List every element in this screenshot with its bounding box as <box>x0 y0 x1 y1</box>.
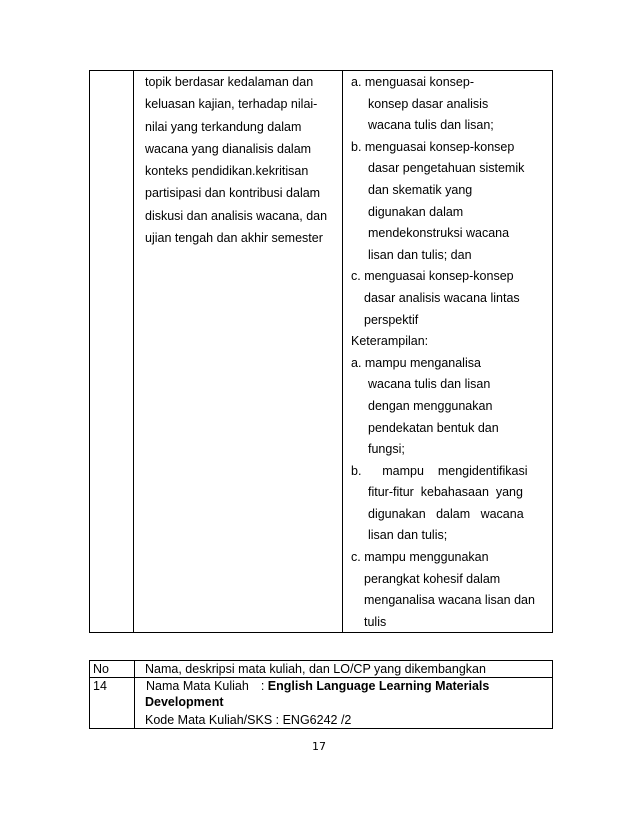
text-line: digunakan dalam <box>368 204 464 219</box>
text-line: a. mampu menganalisa <box>351 355 481 370</box>
course-code: Kode Mata Kuliah/SKS : ENG6242 /2 <box>145 713 352 727</box>
text-line: keluasan kajian, terhadap nilai- <box>145 97 318 112</box>
header-no: No <box>93 662 109 676</box>
course-name-row <box>146 678 489 694</box>
course-name-separator: : <box>260 679 268 693</box>
course-table <box>89 660 553 729</box>
competency-table-continued <box>89 70 553 633</box>
learning-outcomes-cell <box>347 73 547 634</box>
text-line: digunakan dalam wacana <box>368 506 524 521</box>
text-line: fungsi; <box>368 442 405 457</box>
text-line: dasar pengetahuan sistemik <box>368 161 525 176</box>
column-divider <box>134 661 135 728</box>
text-line: diskusi dan analisis wacana, dan <box>145 208 328 223</box>
text-line: topik berdasar kedalaman dan <box>145 75 314 89</box>
text-line: dan skematik yang <box>368 182 473 197</box>
course-name-value-continued: Development <box>145 695 224 709</box>
text-line: partisipasi dan kontribusi dalam <box>145 186 321 201</box>
header-description: Nama, deskripsi mata kuliah, dan LO/CP yang dikembangkan <box>145 662 486 676</box>
text-line: dasar analisis wacana lintas <box>364 290 520 305</box>
text-line: b. menguasai konsep-konsep <box>351 139 515 154</box>
row-number: 14 <box>93 679 107 693</box>
text-line: a. menguasai konsep- <box>351 75 474 89</box>
text-line: wacana yang dianalisis dalam <box>145 141 312 156</box>
assessment-description-cell <box>145 73 340 251</box>
text-line: ujian tengah dan akhir semester <box>145 231 323 246</box>
text-line: dengan menggunakan <box>368 398 493 413</box>
text-line: wacana tulis dan lisan <box>368 377 491 392</box>
text-line: perspektif <box>364 312 419 327</box>
text-line: menganalisa wacana lisan dan <box>364 593 535 608</box>
text-line: pendekatan bentuk dan <box>368 420 499 435</box>
text-line: lisan dan tulis; dan <box>368 247 472 262</box>
course-name-value: English Language Learning Materials <box>267 679 490 693</box>
text-line: konteks pendidikan.kekritisan <box>145 164 309 179</box>
text-line: wacana tulis dan lisan; <box>368 118 494 133</box>
text-line: tulis <box>364 614 387 629</box>
course-name-label: Nama Mata Kuliah <box>146 679 249 693</box>
column-divider <box>342 71 343 632</box>
text-line: perangkat kohesif dalam <box>364 571 501 586</box>
text-line: mendekonstruksi wacana <box>368 226 510 241</box>
text-line: c. menguasai konsep-konsep <box>351 269 514 284</box>
text-line: c. mampu menggunakan <box>351 550 489 565</box>
text-line: Keterampilan: <box>351 334 429 349</box>
page-number: 17 <box>312 740 326 753</box>
text-line: fitur-fitur kebahasaan yang <box>368 485 523 500</box>
column-divider <box>133 71 134 632</box>
text-line: lisan dan tulis; <box>368 528 448 543</box>
text-line: konsep dasar analisis <box>368 96 489 111</box>
text-line: nilai yang terkandung dalam <box>145 119 302 134</box>
text-line: b. mampu mengidentifikasi <box>351 463 528 478</box>
